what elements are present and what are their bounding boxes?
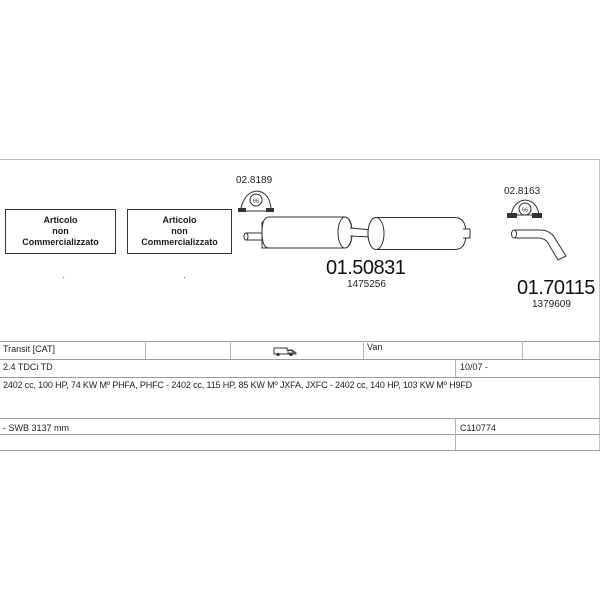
placeholder-line: Articolo (43, 215, 78, 225)
vehicle-model: Transit [CAT] (3, 344, 56, 354)
tail-pipe-ref: 1379609 (532, 299, 571, 310)
placeholder-line: non (171, 226, 188, 236)
table-rule (0, 341, 600, 342)
vehicle-date: 10/07 - (460, 362, 489, 372)
middle-silencer-ref: 1475256 (347, 279, 386, 290)
front-clamp-code[interactable]: 02.8189 (236, 175, 273, 186)
table-rule (0, 359, 600, 360)
placeholder-line: Commercializzato (22, 237, 99, 247)
table-divider (455, 418, 456, 450)
catalog-code: C110774 (460, 423, 496, 433)
rear-clamp-badge: 66 (521, 207, 529, 214)
placeholder-dot: · (62, 272, 66, 283)
tail-pipe-icon[interactable] (512, 230, 567, 260)
front-clamp-icon[interactable] (238, 191, 274, 212)
table-divider (363, 341, 364, 359)
placeholder-line: Commercializzato (141, 237, 218, 247)
table-divider (145, 341, 146, 359)
table-divider (230, 341, 231, 359)
placeholder-line: non (52, 226, 69, 236)
vehicle-wheelbase: - SWB 3137 mm (3, 423, 70, 433)
vehicle-specs: 2402 cc, 100 HP, 74 KW Mº PHFA, PHFC - 2402 cc, 115 HP, 85 KW Mº JXFA, JXFC - 2402 cc, 140 HP, 103 KW Mº H9FD (3, 380, 473, 390)
table-rule (0, 450, 600, 451)
vehicle-engine: 2.4 TDCi TD (3, 362, 53, 372)
tail-pipe-number[interactable]: 01.70115 (517, 277, 595, 299)
front-clamp-badge: 66 (252, 198, 260, 205)
middle-silencer-number[interactable]: 01.50831 (326, 257, 406, 279)
table-rule (0, 418, 600, 419)
table-divider (522, 341, 523, 359)
table-rule (0, 377, 600, 378)
placeholder-line: Articolo (162, 215, 197, 225)
rear-clamp-icon[interactable] (507, 200, 542, 218)
middle-silencer-icon[interactable] (244, 217, 470, 250)
table-divider (455, 359, 456, 377)
rear-clamp-code[interactable]: 02.8163 (504, 186, 541, 197)
van-icon (272, 344, 298, 356)
placeholder-dot: · (183, 272, 187, 283)
vehicle-body-type: Van (367, 342, 383, 352)
table-rule (0, 434, 600, 435)
